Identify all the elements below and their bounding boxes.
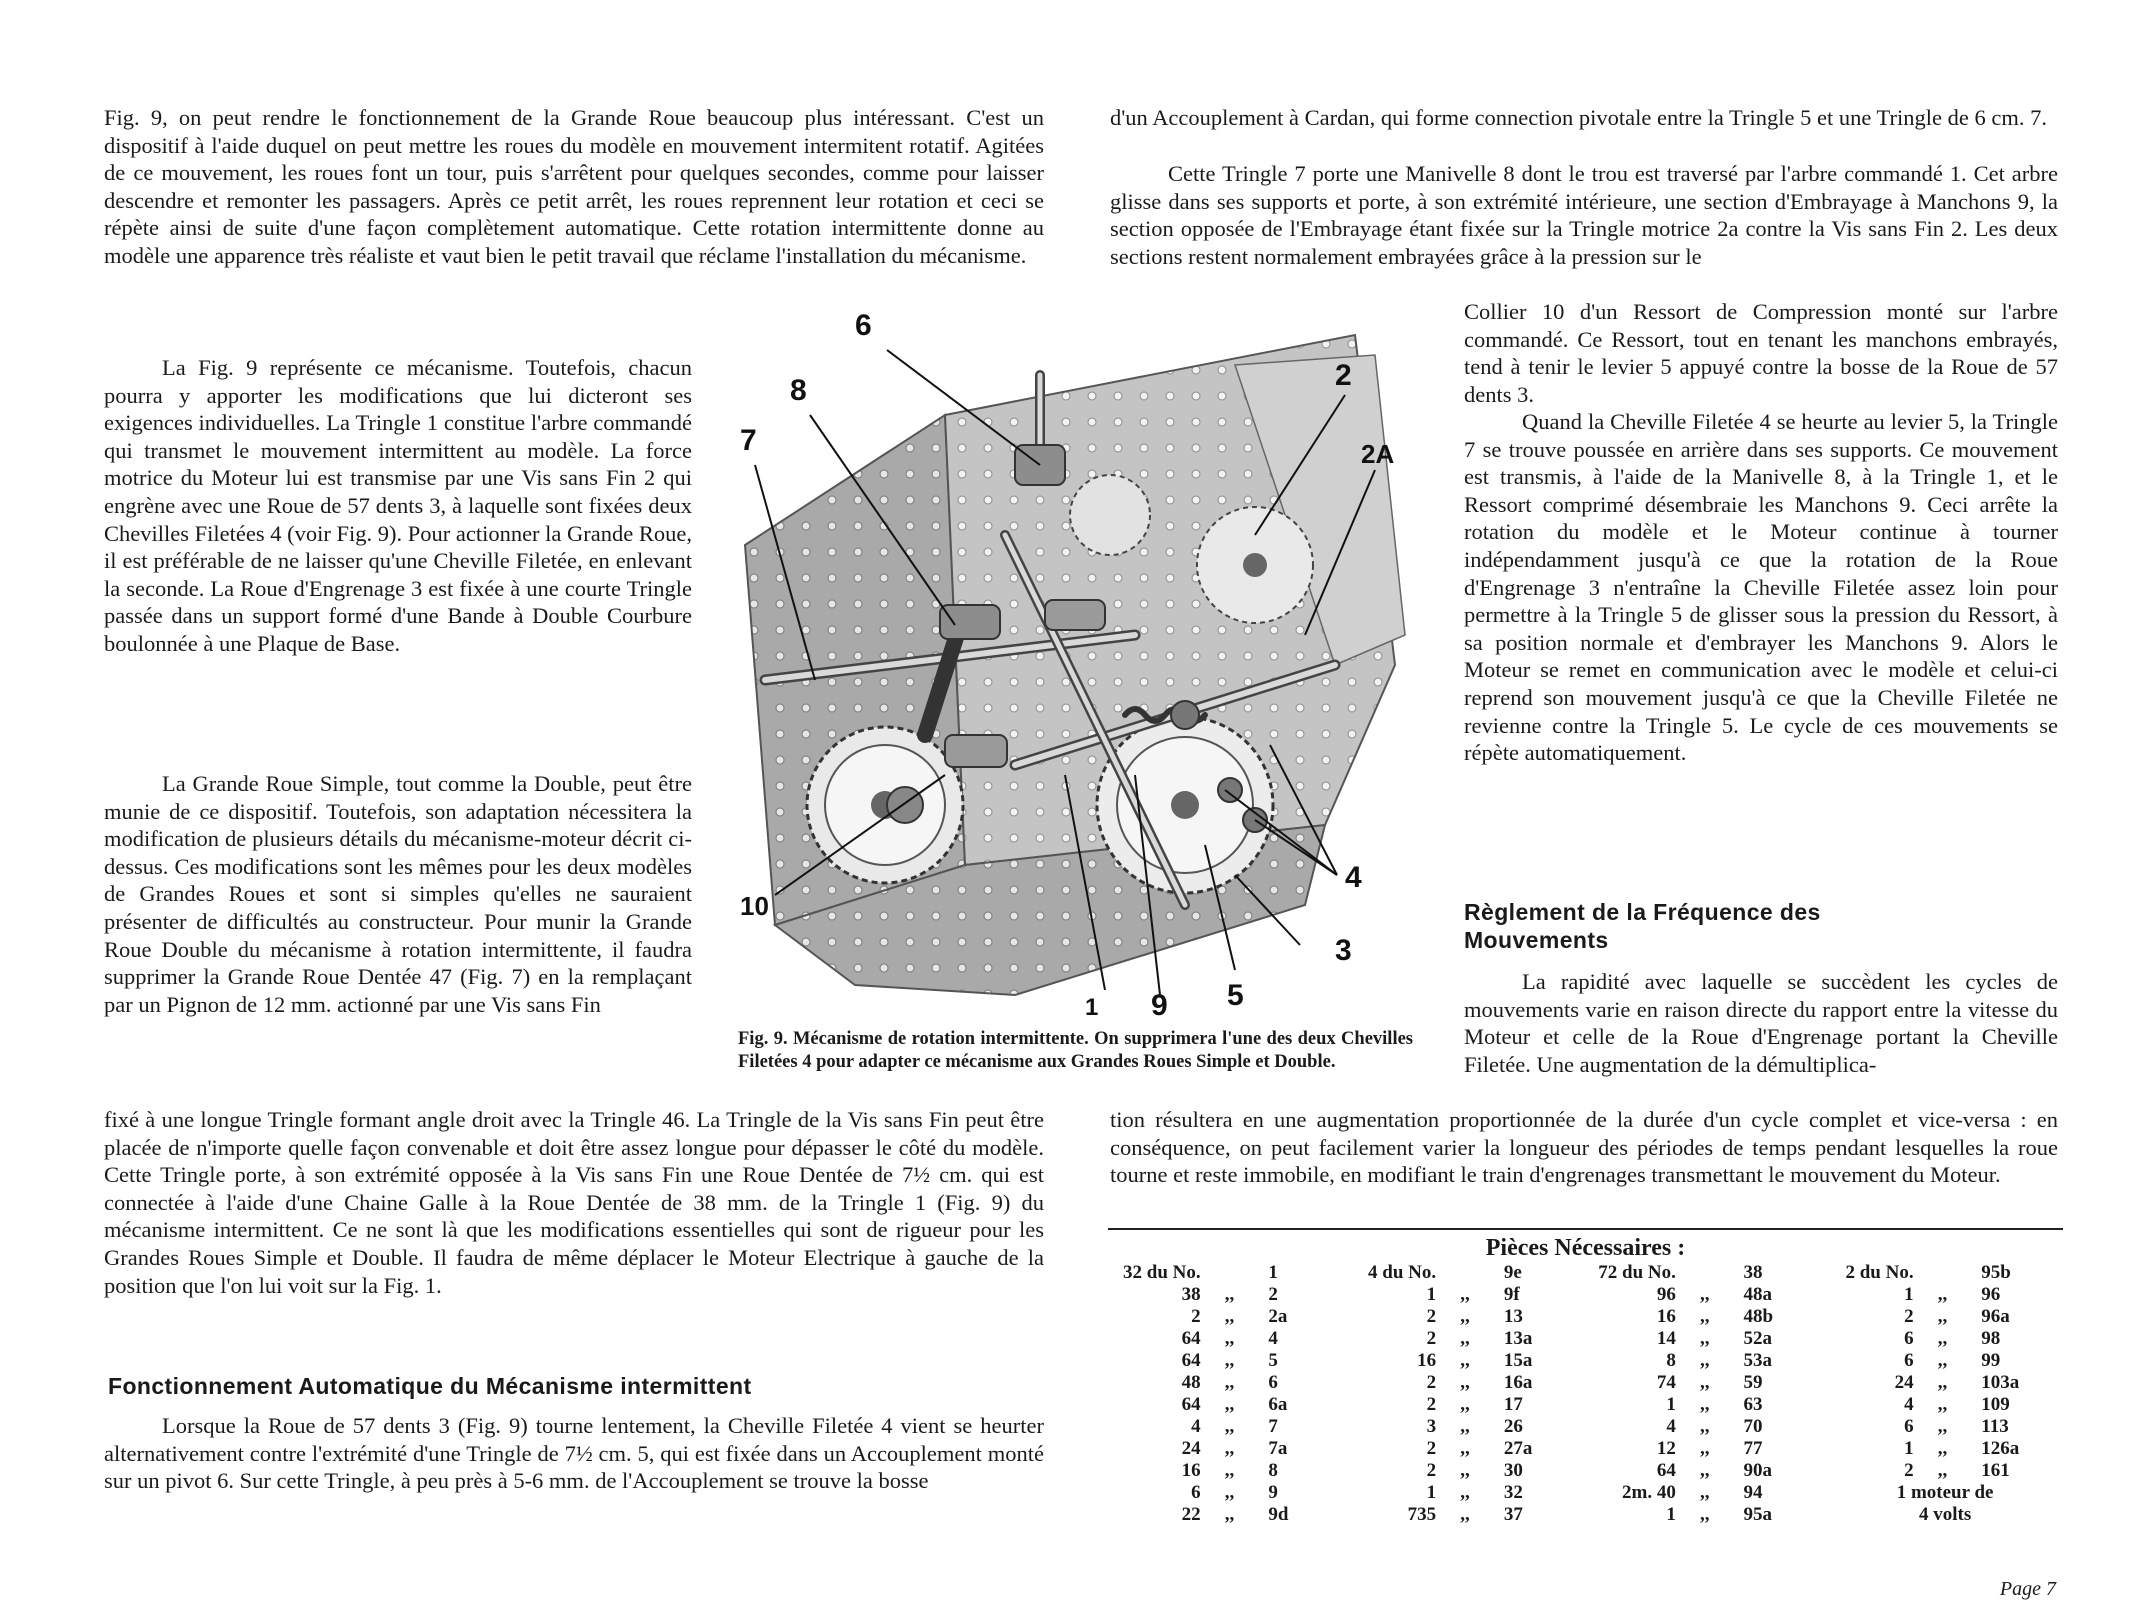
parts-quantity: 16 bbox=[1417, 1350, 1437, 1371]
parts-ditto: ,, bbox=[1699, 1438, 1710, 1459]
parts-quantity: 6 bbox=[1904, 1328, 1914, 1349]
parts-ditto: ,, bbox=[1937, 1350, 1948, 1371]
parts-number: 103a bbox=[1981, 1372, 2020, 1393]
parts-number: 9d bbox=[1268, 1504, 1289, 1525]
parts-quantity: 3 bbox=[1426, 1416, 1437, 1437]
parts-number: 6 bbox=[1268, 1372, 1278, 1393]
parts-quantity: 6 bbox=[1191, 1482, 1201, 1503]
parts-quantity: 1 bbox=[1666, 1394, 1676, 1415]
parts-number: 9 bbox=[1268, 1482, 1278, 1503]
parts-row bbox=[1110, 1416, 2065, 1438]
label-1: 1 bbox=[1085, 994, 1099, 1021]
parts-ditto bbox=[1438, 1262, 1492, 1284]
parts-ditto: ,, bbox=[1937, 1328, 1948, 1349]
parts-number: 17 bbox=[1503, 1394, 1523, 1415]
parts-ditto: ,, bbox=[1224, 1306, 1235, 1327]
parts-quantity: 22 bbox=[1181, 1504, 1201, 1525]
parts-row bbox=[1110, 1438, 2065, 1460]
parts-quantity: 1 moteur de bbox=[1896, 1482, 1994, 1503]
parts-ditto: ,, bbox=[1699, 1284, 1710, 1305]
parts-quantity: 14 bbox=[1656, 1328, 1676, 1349]
parts-quantity: 16 bbox=[1181, 1460, 1201, 1481]
parts-number: 13 bbox=[1503, 1306, 1523, 1327]
paragraph-manivelle: Cette Tringle 7 porte une Manivelle 8 dont le trou est traversé par l'arbre commandé 1. Cet arbre glisse dans ses supports et porte, à son extrémité intérieure, une section d'Embrayage à Manchons 9, la section opposée de l'Embrayage étant fixée sur la Tringle motrice 2a contre la Vis sans Fin 2. Les deux sections restent normalement embrayées grâce à la pression sur le bbox=[1110, 161, 2058, 269]
parts-ditto: ,, bbox=[1937, 1284, 1948, 1305]
parts-ditto: ,, bbox=[1460, 1460, 1470, 1481]
parts-ditto: ,, bbox=[1460, 1416, 1470, 1437]
parts-number: 8 bbox=[1268, 1460, 1278, 1481]
parts-ditto: ,, bbox=[1224, 1504, 1235, 1525]
parts-row bbox=[1110, 1372, 2065, 1394]
parts-quantity: 64 bbox=[1181, 1394, 1201, 1415]
parts-number: 113 bbox=[1981, 1416, 2009, 1437]
parts-number: 2 bbox=[1268, 1284, 1278, 1305]
parts-table bbox=[1110, 1262, 2065, 1526]
parts-number: 32 bbox=[1503, 1482, 1523, 1503]
label-2: 2 bbox=[1335, 359, 1352, 392]
parts-quantity: 4 volts bbox=[1918, 1504, 1972, 1525]
parts-number: 70 bbox=[1743, 1416, 1763, 1437]
parts-quantity: 16 bbox=[1656, 1306, 1676, 1327]
parts-number: 30 bbox=[1503, 1460, 1523, 1481]
parts-row bbox=[1110, 1482, 2065, 1504]
parts-number: 2a bbox=[1268, 1306, 1288, 1327]
parts-number: 99 bbox=[1981, 1350, 2001, 1371]
parts-number: 126a bbox=[1981, 1438, 2020, 1459]
parts-number: 48b bbox=[1743, 1306, 1774, 1327]
parts-quantity: 1 bbox=[1666, 1504, 1676, 1525]
parts-quantity: 2 bbox=[1426, 1372, 1437, 1393]
parts-ditto bbox=[1203, 1262, 1257, 1284]
parts-quantity: 24 bbox=[1894, 1372, 1914, 1393]
parts-number: 9f bbox=[1503, 1284, 1520, 1305]
parts-ditto: ,, bbox=[1937, 1372, 1948, 1393]
label-7: 7 bbox=[740, 424, 757, 457]
parts-ditto: ,, bbox=[1699, 1328, 1710, 1349]
parts-quantity: 2 bbox=[1904, 1306, 1914, 1327]
paragraph-cardan: d'un Accouplement à Cardan, qui forme connection pivotale entre la Tringle 5 et une Tringle de 6 cm. 7. bbox=[1110, 105, 2047, 130]
parts-quantity: 96 bbox=[1656, 1284, 1676, 1305]
parts-quantity: 6 bbox=[1904, 1350, 1914, 1371]
parts-number: 7 bbox=[1268, 1416, 1278, 1437]
parts-ditto: ,, bbox=[1224, 1372, 1235, 1393]
parts-number: 9e bbox=[1503, 1262, 1522, 1283]
parts-ditto: ,, bbox=[1460, 1328, 1470, 1349]
parts-number: 13a bbox=[1503, 1328, 1533, 1349]
parts-ditto: ,, bbox=[1460, 1284, 1470, 1305]
parts-quantity: 4 bbox=[1666, 1416, 1676, 1437]
parts-ditto: ,, bbox=[1699, 1482, 1710, 1503]
figure-caption: Fig. 9. Mécanisme de rotation intermittente. On supprimera l'une des deux Chevilles Filetées 4 pour adapter ce mécanisme aux Grandes Roues Simple et Double. bbox=[738, 1029, 1413, 1072]
parts-quantity: 2 bbox=[1426, 1460, 1437, 1481]
parts-number: 52a bbox=[1743, 1328, 1773, 1349]
label-6: 6 bbox=[855, 309, 872, 342]
parts-number: 77 bbox=[1743, 1438, 1763, 1459]
parts-number: 26 bbox=[1503, 1416, 1523, 1437]
parts-quantity: 74 bbox=[1656, 1372, 1676, 1393]
parts-ditto: ,, bbox=[1699, 1416, 1710, 1437]
parts-ditto: ,, bbox=[1460, 1394, 1470, 1415]
label-4: 4 bbox=[1345, 861, 1362, 894]
parts-title: Pièces Nécessaires : bbox=[1108, 1228, 2063, 1263]
parts-number: 5 bbox=[1268, 1350, 1278, 1371]
heading-frequency-line2: Mouvements bbox=[1464, 927, 1609, 953]
parts-row bbox=[1110, 1504, 2065, 1526]
parts-number: 6a bbox=[1268, 1394, 1288, 1415]
parts-ditto: ,, bbox=[1460, 1306, 1470, 1327]
parts-ditto: ,, bbox=[1699, 1350, 1710, 1371]
label-9: 9 bbox=[1151, 989, 1168, 1022]
parts-number: 63 bbox=[1743, 1394, 1763, 1415]
parts-number: 1 bbox=[1268, 1262, 1278, 1283]
parts-ditto: ,, bbox=[1224, 1416, 1235, 1437]
paragraph-simple-wheel: La Grande Roue Simple, tout comme la Double, peut être munie de ce dispositif. Toutefois, son adaptation nécessitera la modification de plusieurs détails du mécanisme-moteur décrit ci-dessus. Ces modifications sont les mêmes pour les deux modèles de Grandes Roues et sont si simples qu'elles ne sauraient présenter de difficultés au constructeur. Pour munir la Grande Roue Double du mécanisme à rotation intermittente, il faudra supprimer la Grande Roue Dentée 47 (Fig. 7) en la remplaçant par un Pignon de 12 mm. actionné par une Vis sans Fin bbox=[104, 771, 692, 1017]
parts-ditto: ,, bbox=[1937, 1394, 1948, 1415]
parts-ditto: ,, bbox=[1224, 1328, 1235, 1349]
parts-number: 95a bbox=[1743, 1504, 1773, 1525]
parts-ditto: ,, bbox=[1460, 1504, 1470, 1525]
parts-quantity: 2 bbox=[1426, 1394, 1437, 1415]
parts-number: 16a bbox=[1503, 1372, 1533, 1393]
paragraph-mechanism: La Fig. 9 représente ce mécanisme. Toutefois, chacun pourra y apporter les modifications que lui dicteront ses exigences individuelles. La Tringle 1 constitue l'arbre commandé qui transmet le mouvement intermittent au modèle. La force motrice du Moteur lui est transmise par une Vis sans Fin 2 qui engrène avec une Roue de 57 dents 3, à laquelle sont fixées deux Chevilles Filetées 4 (voir Fig. 9). Pour actionner la Grande Roue, il est préférable de ne laisser qu'une Cheville Filetée, en enlevant la seconde. La Roue d'Engrenage 3 est fixée à une courte Tringle passée dans un support formé d'une Bande à Double Courbure boulonnée à une Plaque de Base. bbox=[104, 355, 692, 656]
parts-number: 7a bbox=[1268, 1438, 1288, 1459]
parts-quantity: 2 bbox=[1191, 1306, 1201, 1327]
parts-quantity: 64 bbox=[1181, 1328, 1201, 1349]
parts-ditto: ,, bbox=[1699, 1372, 1710, 1393]
parts-number: 96a bbox=[1981, 1306, 2010, 1327]
parts-quantity: 8 bbox=[1666, 1350, 1676, 1371]
paragraph-intro: Fig. 9, on peut rendre le fonctionnement de la Grande Roue beaucoup plus intéressant. C'est un dispositif à l'aide duquel on peut mettre les roues du modèle en mouvement intermitent rotatif. Agitées de ce mouvement, les roues font un tour, puis s'arrêtent pour quelques secondes, comme pour laisser descendre et remonter les passagers. Après ce petit arrêt, les roues reprennent leur rotation et ceci se répète ainsi de suite d'une façon complètement automatique. Cette rotation intermittente donne au modèle une apparence très réaliste et vaut bien le petit travail que réclame l'installation du mécanisme. bbox=[104, 105, 1044, 268]
parts-quantity: 2 bbox=[1426, 1306, 1437, 1327]
parts-number: 95b bbox=[1981, 1262, 2011, 1283]
figure-9-mechanism bbox=[715, 305, 1415, 1030]
parts-quantity: 6 bbox=[1904, 1416, 1914, 1437]
parts-quantity: 38 bbox=[1181, 1284, 1201, 1305]
page-number: Page 7 bbox=[1999, 1578, 2056, 1600]
parts-quantity: 1 bbox=[1904, 1284, 1914, 1305]
parts-ditto: ,, bbox=[1224, 1394, 1235, 1415]
label-3: 3 bbox=[1335, 934, 1352, 967]
parts-quantity: 1 bbox=[1426, 1284, 1437, 1305]
parts-ditto: ,, bbox=[1699, 1306, 1710, 1327]
parts-ditto: ,, bbox=[1224, 1482, 1235, 1503]
parts-number: 109 bbox=[1981, 1394, 2010, 1415]
parts-row bbox=[1110, 1460, 2065, 1482]
paragraph-frequency: La rapidité avec laquelle se succèdent les cycles de mouvements varie en raison directe du rapport entre la vitesse du Moteur et celle de la Roue d'Engrenage portant la Cheville Filetée. Une augmentation de la démultiplica- bbox=[1464, 969, 2058, 1077]
parts-ditto: ,, bbox=[1460, 1350, 1470, 1371]
parts-ditto: ,, bbox=[1937, 1438, 1948, 1459]
parts-row bbox=[1110, 1394, 2065, 1416]
parts-quantity: 64 bbox=[1656, 1460, 1676, 1481]
parts-row bbox=[1110, 1284, 2065, 1306]
parts-number: 38 bbox=[1743, 1262, 1763, 1283]
parts-quantity: 2 bbox=[1426, 1328, 1437, 1349]
parts-quantity: 12 bbox=[1656, 1438, 1676, 1459]
parts-row bbox=[1110, 1328, 2065, 1350]
label-10: 10 bbox=[740, 891, 769, 921]
parts-number: 27a bbox=[1503, 1438, 1533, 1459]
parts-quantity: 4 du No. bbox=[1368, 1262, 1437, 1283]
heading-automatic-operation: Fonctionnement Automatique du Mécanisme intermittent bbox=[108, 1373, 752, 1399]
parts-quantity: 4 bbox=[1904, 1394, 1914, 1415]
parts-quantity: 32 du No. bbox=[1123, 1262, 1201, 1283]
parts-number: 161 bbox=[1981, 1460, 2010, 1481]
label-8: 8 bbox=[790, 374, 807, 407]
parts-quantity: 1 bbox=[1426, 1482, 1437, 1503]
paragraph-automatic-operation: Lorsque la Roue de 57 dents 3 (Fig. 9) tourne lentement, la Cheville Filetée 4 vient se heurter alternativement contre l'extrémité d'une Tringle de 7½ cm. 5, qui est fixée dans un Accouplement monté sur un pivot 6. Sur cette Tringle, à peu près à 5-6 mm. de l'Accouplement se trouve la bosse bbox=[104, 1413, 1044, 1494]
parts-quantity: 24 bbox=[1181, 1438, 1201, 1459]
parts-quantity: 735 bbox=[1407, 1504, 1437, 1525]
parts-row bbox=[1110, 1350, 2065, 1372]
heading-frequency bbox=[1464, 898, 2064, 954]
parts-ditto: ,, bbox=[1937, 1306, 1948, 1327]
parts-row bbox=[1110, 1262, 2065, 1284]
parts-ditto: ,, bbox=[1224, 1350, 1235, 1371]
parts-ditto: ,, bbox=[1937, 1416, 1948, 1437]
parts-ditto bbox=[1916, 1262, 1970, 1284]
parts-ditto bbox=[1678, 1262, 1732, 1284]
parts-number: 90a bbox=[1743, 1460, 1773, 1481]
parts-ditto: ,, bbox=[1224, 1460, 1235, 1481]
parts-ditto: ,, bbox=[1699, 1394, 1710, 1415]
parts-number: 94 bbox=[1743, 1482, 1763, 1503]
label-2a: 2A bbox=[1361, 439, 1395, 469]
parts-row bbox=[1110, 1306, 2065, 1328]
parts-ditto: ,, bbox=[1460, 1438, 1470, 1459]
paragraph-cheville: Quand la Cheville Filetée 4 se heurte au levier 5, la Tringle 7 se trouve poussée en arrière dans ses supports. Ce mouvement est transmis, à l'aide de la Manivelle 8, à la Tringle 1, et le Ressort comprimé désembraie les Manchons 9. Ceci arrête la rotation du modèle et le Moteur continue à tourner indépendamment jusqu'à ce que la rotation de la Roue d'Engrenage 3 n'entraîne la Cheville Filetée assez loin pour permettre à la Tringle 5 de glisser sous la pression du Ressort, à sa position normale et d'embrayer les Manchons 9. Alors le Moteur se remet en communication avec le modèle et celui-ci reprend son mouvement jusqu'à ce que la Cheville Filetée ne revienne contre la Tringle 5. Le cycle de ces mouvements se répète automatiquement. bbox=[1464, 409, 2058, 766]
parts-quantity: 64 bbox=[1181, 1350, 1201, 1371]
paragraph-simple-wheel-cont: fixé à une longue Tringle formant angle droit avec la Tringle 46. La Tringle de la Vis sans Fin peut être placée de n'importe quelle façon convenable et doit être assez longue pour dépasser le côté du modèle. Cette Tringle porte, à son extrémité opposée à la Vis sans Fin une Roue Dentée de 7½ cm. qui est connectée à l'aide d'une Chaine Galle à la Roue Dentée de 38 mm. de la Tringle 1 (Fig. 9) du mécanisme intermittent. Ce ne sont là que les modifications essentielles qui sont de rigueur pour les Grandes Roues Simple et Double. Il faudra de même déplacer le Moteur Electrique à gauche de la position que l'on lui voit sur la Fig. 1. bbox=[104, 1107, 1044, 1298]
parts-quantity: 48 bbox=[1181, 1372, 1201, 1393]
parts-quantity: 2m. 40 bbox=[1622, 1482, 1676, 1503]
label-5: 5 bbox=[1227, 979, 1244, 1012]
parts-number: 48a bbox=[1743, 1284, 1773, 1305]
parts-number: 96 bbox=[1981, 1284, 2001, 1305]
paragraph-collier: Collier 10 d'un Ressort de Compression monté sur l'arbre commandé. Ce Ressort, tout en tenant les manchons embrayés, tend à tenir le levier 5 appuyé contre la bosse de la Roue de 57 dents 3. bbox=[1464, 299, 2058, 407]
parts-ditto: ,, bbox=[1224, 1284, 1235, 1305]
parts-quantity: 72 du No. bbox=[1598, 1262, 1676, 1283]
parts-quantity: 4 bbox=[1191, 1416, 1201, 1437]
parts-number: 37 bbox=[1503, 1504, 1523, 1525]
parts-ditto: ,, bbox=[1460, 1372, 1470, 1393]
parts-number: 15a bbox=[1503, 1350, 1533, 1371]
parts-ditto: ,, bbox=[1699, 1460, 1710, 1481]
parts-number: 59 bbox=[1743, 1372, 1763, 1393]
parts-quantity: 2 du No. bbox=[1845, 1262, 1914, 1283]
parts-ditto: ,, bbox=[1460, 1482, 1470, 1503]
parts-quantity: 1 bbox=[1904, 1438, 1914, 1459]
parts-ditto: ,, bbox=[1699, 1504, 1710, 1525]
parts-number: 53a bbox=[1743, 1350, 1773, 1371]
parts-quantity: 2 bbox=[1426, 1438, 1437, 1459]
parts-ditto: ,, bbox=[1937, 1460, 1948, 1481]
parts-ditto: ,, bbox=[1224, 1438, 1235, 1459]
paragraph-frequency-cont: tion résultera en une augmentation proportionnée de la durée d'un cycle complet et vice-versa : en conséquence, on peut facilement varier la longueur des périodes de temps pendant lesquelles la roue tourne et reste immobile, en modifiant le train d'engrenages transmettant le mouvement du Moteur. bbox=[1110, 1107, 2058, 1188]
parts-number: 98 bbox=[1981, 1328, 2001, 1349]
heading-frequency-line1: Règlement de la Fréquence des bbox=[1464, 899, 1821, 925]
parts-number: 4 bbox=[1268, 1328, 1278, 1349]
parts-quantity: 2 bbox=[1904, 1460, 1914, 1481]
